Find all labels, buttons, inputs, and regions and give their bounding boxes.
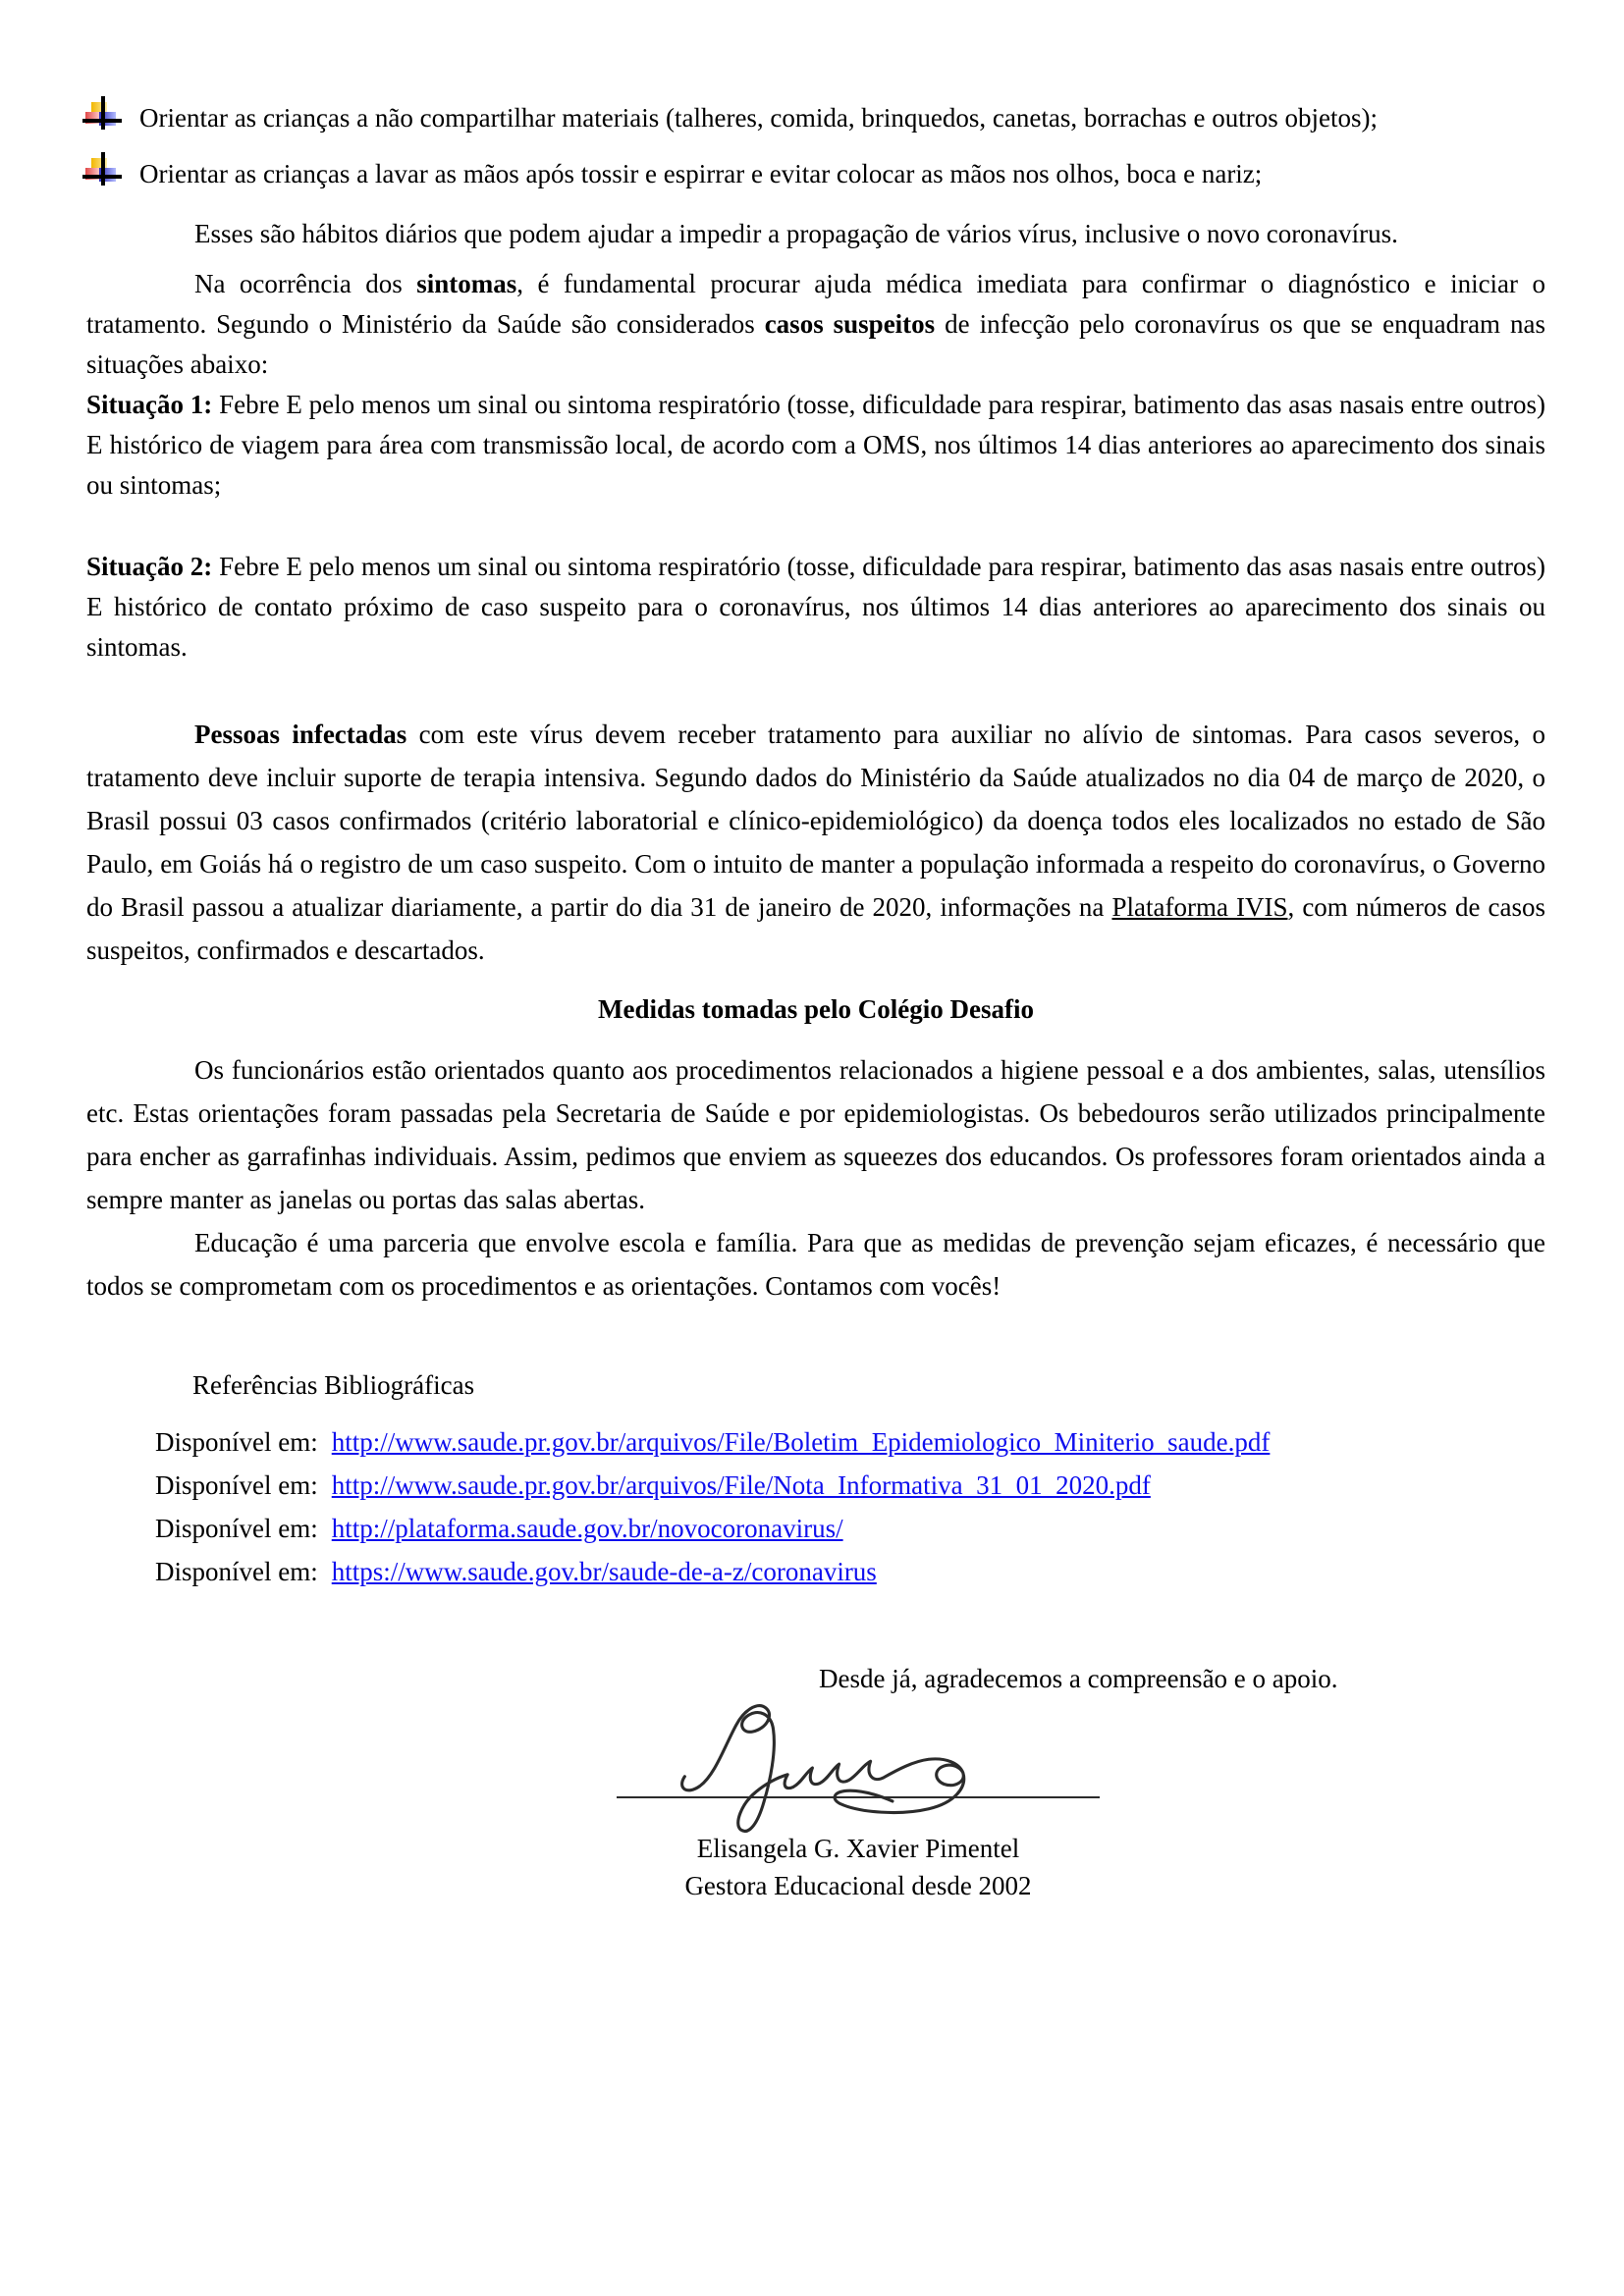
references-list <box>155 1420 1545 1593</box>
paragraph-daily-habits: Esses são hábitos diários que podem ajudar a impedir a propagação de vários vírus, inclusive o novo coronavírus. <box>194 219 1398 248</box>
text-segment: Situação 2: <box>86 552 213 581</box>
reference-link[interactable]: http://plataforma.saude.gov.br/novocoronavirus/ <box>331 1514 843 1543</box>
section-title-measures: Medidas tomadas pelo Colégio Desafio <box>598 994 1034 1024</box>
reference-item <box>155 1507 1545 1550</box>
reference-label: Disponível em: <box>155 1427 318 1457</box>
text-segment: sintomas <box>416 269 517 298</box>
signature-block <box>617 1698 1100 1904</box>
text-segment: Pessoas infectadas <box>194 720 407 749</box>
references-heading: Referências Bibliográficas <box>192 1370 475 1400</box>
closing-thanks-text: Desde já, agradecemos a compreensão e o apoio. <box>819 1664 1338 1693</box>
reference-item <box>155 1464 1545 1507</box>
text-segment: casos suspeitos <box>764 309 936 339</box>
paragraph-infected-people <box>86 713 1545 972</box>
reference-label: Disponível em: <box>155 1514 318 1543</box>
paragraph-symptoms <box>86 264 1545 385</box>
colored-cross-bullet-icon <box>86 96 126 132</box>
text-segment: Situação 1: <box>86 390 213 419</box>
text-segment: Febre E pelo menos um sinal ou sintoma respiratório (tosse, dificuldade para respirar, batimento das asas nasais entre outros) E histórico de contato próximo de caso suspeito para o coronavírus, nos últimos 14 dias anteriores ao aparecimento dos sinais ou sintomas. <box>86 552 1546 662</box>
reference-link[interactable]: https://www.saude.gov.br/saude-de-a-z/coronavirus <box>331 1557 877 1586</box>
text-segment: Febre E pelo menos um sinal ou sintoma respiratório (tosse, dificuldade para respirar, batimento das asas nasais entre outros) E histórico de viagem para área com transmissão local, de acordo com a OMS, nos últimos 14 dias anteriores ao aparecimento dos sinais ou sintomas; <box>86 390 1546 500</box>
bullet-text: Orientar as crianças a lavar as mãos após tossir e espirrar e evitar colocar as mãos nos olhos, boca e nariz; <box>139 159 1263 188</box>
bullet-cross-vertical <box>101 152 105 186</box>
text-segment: , com números de casos suspeitos, confirmados e descartados. <box>86 892 1545 965</box>
paragraph-situation-1 <box>86 385 1545 506</box>
signature-line-area <box>617 1698 1100 1798</box>
text-segment: , é fundamental procurar ajuda médica imediata para confirmar o diagnóstico e iniciar o tratamento. Segundo o Ministério da Saúde são considerados <box>86 269 1545 339</box>
text-segment: Plataforma IVIS <box>1111 892 1288 922</box>
bullet-text: Orientar as crianças a não compartilhar materiais (talheres, comida, brinquedos, canetas, borrachas e outros objetos); <box>139 103 1378 133</box>
paragraph-staff-measures: Os funcionários estão orientados quanto aos procedimentos relacionados a higiene pessoal e a dos ambientes, salas, utensílios etc. Estas orientações foram passadas pela Secretaria de Saúde e por epidemiologistas. Os bebedouros serão utilizados principalmente para encher as garrafinhas individuais. Assim, pedimos que enviem as squeezes dos educandos. Os professores foram orientados ainda a sempre manter as janelas ou portas das salas abertas. <box>86 1055 1545 1214</box>
signature-line <box>617 1796 1100 1798</box>
text-segment: com este vírus devem receber tratamento para auxiliar no alívio de sintomas. Para casos severos, o tratamento deve incluir suporte de terapia intensiva. Segundo dados do Ministério da Saúde atualizados no dia 04 de março de 2020, o Brasil possui 03 casos confirmados (critério laboratorial e clínico-epidemiológico) da doença todos eles localizados no estado de São Paulo, em Goiás há o registro de um caso suspeito. Com o intuito de manter a população informada a respeito do coronavírus, o Governo do Brasil passou a atualizar diariamente, a partir do dia 31 de janeiro de 2020, informações na <box>86 720 1545 922</box>
text-segment: de infecção pelo coronavírus os que se enquadram nas situações abaixo: <box>86 309 1545 379</box>
reference-label: Disponível em: <box>155 1557 318 1586</box>
signature-image <box>664 1694 988 1842</box>
reference-item <box>155 1550 1545 1593</box>
reference-link[interactable]: http://www.saude.pr.gov.br/arquivos/File/Boletim_Epidemiologico_Miniterio_saude.pdf <box>331 1427 1271 1457</box>
reference-item <box>155 1420 1545 1464</box>
paragraph-situation-2 <box>86 547 1545 667</box>
list-item <box>86 146 1545 202</box>
signature-name: Elisangela G. Xavier Pimentel <box>696 1834 1020 1863</box>
orientation-bullet-list <box>86 90 1545 202</box>
text-segment: Na ocorrência dos <box>194 269 417 298</box>
paragraph-education-partnership: Educação é uma parceria que envolve escola e família. Para que as medidas de prevenção sejam eficazes, é necessário que todos se comprometam com os procedimentos e as orientações. Contamos com vocês! <box>86 1228 1545 1301</box>
bullet-cross-horizontal <box>82 175 122 179</box>
bullet-cross-horizontal <box>82 119 122 123</box>
signature-role: Gestora Educacional desde 2002 <box>684 1871 1032 1900</box>
reference-label: Disponível em: <box>155 1470 318 1500</box>
bullet-cross-vertical <box>101 96 105 130</box>
list-item <box>86 90 1545 146</box>
reference-link[interactable]: http://www.saude.pr.gov.br/arquivos/File/Nota_Informativa_31_01_2020.pdf <box>331 1470 1151 1500</box>
colored-cross-bullet-icon <box>86 152 126 187</box>
